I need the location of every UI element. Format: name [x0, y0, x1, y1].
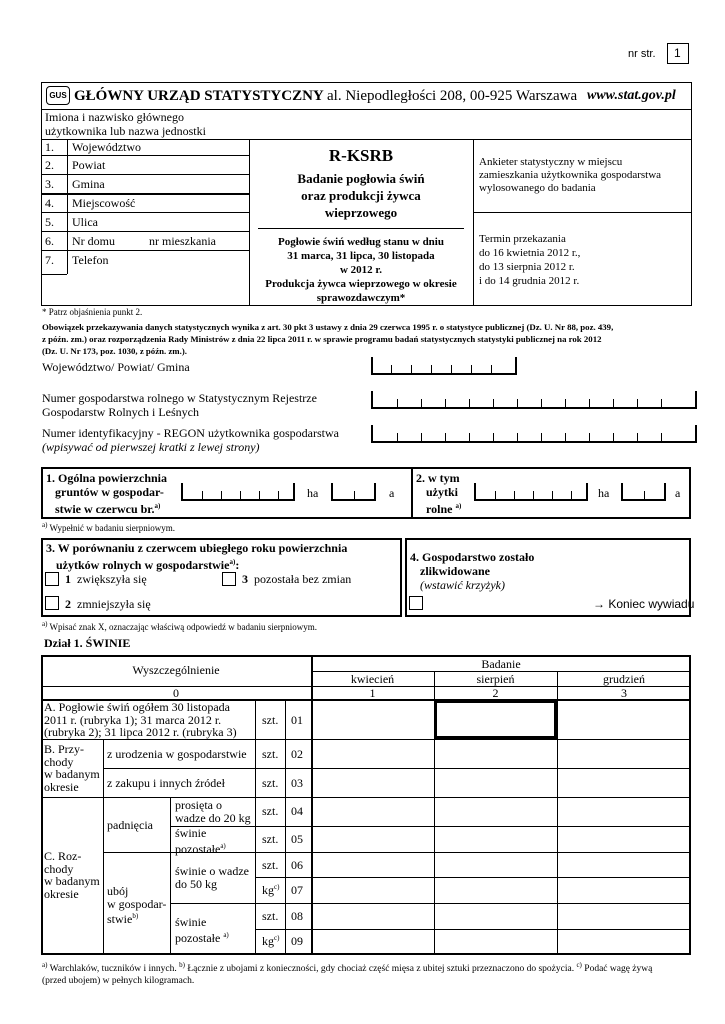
unit-03: szt.	[262, 776, 279, 790]
addr-label-flat-no: nr mieszkania	[149, 234, 216, 248]
q4-label: 4. Gospodarstwo zostało zlikwidowane (wstawić krzyżyk)	[410, 550, 535, 592]
id-region-label: Województwo/ Powiat/ Gmina	[42, 360, 190, 374]
note-a1: $^{a)}$ Wypełnić w badaniu sierpniowym.	[42, 521, 175, 533]
user-name-label-1: Imiona i nazwisko głównego	[45, 110, 184, 124]
th-survey: Badanie	[481, 657, 521, 671]
addr-no-7: 7.	[45, 253, 54, 267]
farm-number-cells[interactable]	[371, 391, 697, 409]
row-c-other-deaths: świnie pozostałe$^{a)}$	[175, 826, 226, 856]
form-subtitle-block	[249, 235, 473, 305]
q3-option-1-checkbox[interactable]	[45, 572, 59, 586]
q2-ha-unit: ha	[598, 486, 610, 500]
q2-a-unit: a	[675, 486, 681, 500]
row-b-label: B. Przy- chody w badanym okresie	[44, 742, 100, 794]
addr-label-county: Powiat	[72, 158, 106, 172]
id-farm-label-2: Gospodarstw Rolnych i Leśnych	[42, 405, 199, 419]
enumerator-note: Ankieter statystyczny w miejscu zamieszkania użytkownika gospodarstwa wylosowanego do badania	[479, 156, 662, 194]
row-c-pigs-50kg: świnie o wadze do 50 kg	[175, 864, 249, 891]
user-name-label-2: użytkownika lub nazwa jednostki	[45, 124, 206, 138]
unit-01: szt.	[262, 713, 279, 727]
highlight-cell-sierpien[interactable]	[434, 700, 557, 739]
form-sub-1: Pogłowie świń według stanu w dniu	[278, 236, 444, 248]
th-idx-2: 2	[492, 686, 499, 700]
region-code-cells[interactable]	[371, 357, 517, 375]
section-title: Dział 1. ŚWINIE	[44, 636, 131, 650]
form-title-block	[249, 146, 473, 221]
rowno-08: 08	[291, 909, 303, 923]
addr-no-1: 1.	[45, 140, 54, 154]
rowno-01: 01	[291, 713, 303, 727]
form-sub-4: Produkcja żywca wieprzowego w okresie	[265, 278, 457, 290]
form-code: R-KSRB	[328, 146, 394, 165]
form-title-2: oraz produkcji żywca	[301, 188, 421, 203]
row-a-label: A. Pogłowie świń ogółem 30 listopada 2011 r. (rubryka 1); 31 marca 2012 r. (rubryka 2); 31 lipca 2012 r. (rubryka 3)	[44, 700, 237, 739]
unit-05: szt.	[262, 832, 279, 846]
addr-no-3: 3.	[45, 177, 54, 191]
page-number-box[interactable]	[667, 43, 689, 64]
form-sub-5: sprawozdawczym*	[316, 292, 406, 304]
addr-label-street: Ulica	[72, 215, 98, 229]
q3-option-3: 3 pozostała bez zmian	[242, 572, 352, 586]
row-c-label: C. Roz- chody w badanym okresie	[44, 849, 100, 901]
rowno-04: 04	[291, 804, 303, 818]
row-b-purchase: z zakupu i innych źródeł	[107, 776, 225, 790]
q3-option-2-checkbox[interactable]	[45, 596, 59, 610]
page-number-label: nr str.	[628, 48, 656, 60]
addr-no-5: 5.	[45, 215, 54, 229]
header-website[interactable]: www.stat.gov.pl	[587, 88, 676, 103]
table-footnotes: $^{a)}$ Warchlaków, tuczników i innych. $^{b)}$ Łącznie z ubojami z konieczności, gdy chociaż część mięsa z ubitej sztuki przeznaczono do spożycia. $^{c)}$ Podać wagę żywą (przed ubojem) w pełnych kilogramach.	[42, 961, 653, 987]
unit-07: $kg^{c)}$	[262, 883, 280, 897]
form-sub-2: 31 marca, 31 lipca, 30 listopada	[287, 250, 435, 262]
row-c-slaughter: ubój w gospodar- stwie$^{b)}$	[107, 884, 167, 926]
legal-basis: Obowiązek przekazywania danych statystycznych wynika z art. 30 pkt 3 ustawy z dnia 29 czerwca 1995 r. o statystyce publicznej (Dz. U. Nr 88, poz. 439, z późn. zm.) oraz rozporządzenia Rady Ministrów z dnia 22 lipca 2011 r. w sprawie programu badań statystycznych statystyki publicznej na rok 2012 (Dz. U. Nr 173, poz. 1030, z późn. zm.).	[42, 322, 614, 356]
unit-08: szt.	[262, 909, 279, 923]
th-idx-1: 1	[369, 686, 376, 700]
unit-09: $kg^{c)}$	[262, 934, 280, 948]
rowno-02: 02	[291, 747, 303, 761]
q4-liquidated-checkbox[interactable]	[409, 596, 423, 610]
q1-area-a-cells[interactable]	[331, 483, 376, 501]
id-farm-label-1: Numer gospodarstwa rolnego w Statystycznym Rejestrze	[42, 391, 317, 405]
addr-no-2: 2.	[45, 158, 54, 172]
row-c-deaths: padnięcia	[107, 818, 153, 832]
form-title-1: Badanie pogłowia świń	[297, 171, 425, 186]
form-sub-3: w 2012 r.	[339, 264, 383, 276]
q3-option-3-checkbox[interactable]	[222, 572, 236, 586]
header-address: al. Niepodległości 208, 00-925 Warszawa	[327, 88, 578, 104]
footnote-star: * Patrz objaśnienia punkt 2.	[42, 307, 143, 317]
rowno-06: 06	[291, 858, 303, 872]
q3-label: 3. W porównaniu z czerwcem ubiegłego roku powierzchnia użytków rolnych w gospodarstwie$^{a)}$:	[46, 541, 348, 572]
addr-label-commune: Gmina	[72, 177, 105, 191]
q2-area-ha-cells[interactable]	[474, 483, 588, 501]
rowno-03: 03	[291, 776, 303, 790]
q4-end-interview: → Koniec wywiadu	[593, 597, 695, 611]
th-idx-3: 3	[621, 686, 627, 700]
row-c-piglets: prosięta o wadze do 20 kg	[175, 798, 251, 825]
header-org: GŁÓWNY URZĄD STATYSTYCZNY	[74, 88, 324, 104]
page-number-value: 1	[674, 46, 681, 60]
q3-option-2: 2 zmniejszyła się	[65, 597, 151, 611]
th-april: kwiecień	[350, 672, 395, 686]
addr-label-phone: Telefon	[72, 253, 109, 267]
unit-06: szt.	[262, 858, 279, 872]
unit-02: szt.	[262, 747, 279, 761]
th-description: Wyszczególnienie	[132, 663, 220, 677]
q2-label: 2. w tym użytki rolne $^{a)}$	[416, 471, 462, 516]
id-regon-label: Numer identyfikacyjny - REGON użytkownika gospodarstwa	[42, 426, 339, 440]
q1-a-unit: a	[389, 486, 395, 500]
note-a2: $^{a)}$ Wpisać znak X, oznaczając właściwą odpowiedź w badaniu sierpniowym.	[42, 620, 317, 632]
unit-04: szt.	[262, 804, 279, 818]
addr-label-house-no: Nr domu	[72, 234, 115, 248]
form-title-3: wieprzowego	[324, 205, 398, 220]
q1-area-ha-cells[interactable]	[181, 483, 295, 501]
th-idx-0: 0	[173, 686, 179, 700]
regon-cells[interactable]	[371, 425, 697, 443]
q3-option-1: 1 zwiększyła się	[65, 572, 147, 586]
th-august: sierpień	[476, 672, 515, 686]
gus-logo: GUS	[46, 86, 70, 105]
addr-no-4: 4.	[45, 196, 54, 210]
rowno-07: 07	[291, 883, 303, 897]
rowno-09: 09	[291, 934, 303, 948]
q1-ha-unit: ha	[307, 486, 319, 500]
deadline-note: Termin przekazania do 16 kwietnia 2012 r., do 13 sierpnia 2012 r. i do 14 grudnia 2012 r.	[479, 233, 581, 287]
row-b-birth: z urodzenia w gospodarstwie	[107, 747, 247, 761]
q2-area-a-cells[interactable]	[621, 483, 666, 501]
addr-no-6: 6.	[45, 234, 54, 248]
row-c-other-slaughter: świnie pozostałe $^{a)}$	[175, 915, 229, 945]
th-december: grudzień	[603, 672, 645, 686]
rowno-05: 05	[291, 832, 303, 846]
addr-label-voivodeship: Województwo	[72, 140, 142, 154]
q1-label: 1. Ogólna powierzchnia gruntów w gospodar- stwie w czerwcu br.$^{a)}$	[46, 471, 168, 516]
id-regon-hint: (wpisywać od pierwszej kratki z lewej strony)	[42, 440, 260, 454]
addr-label-locality: Miejscowość	[72, 196, 136, 210]
